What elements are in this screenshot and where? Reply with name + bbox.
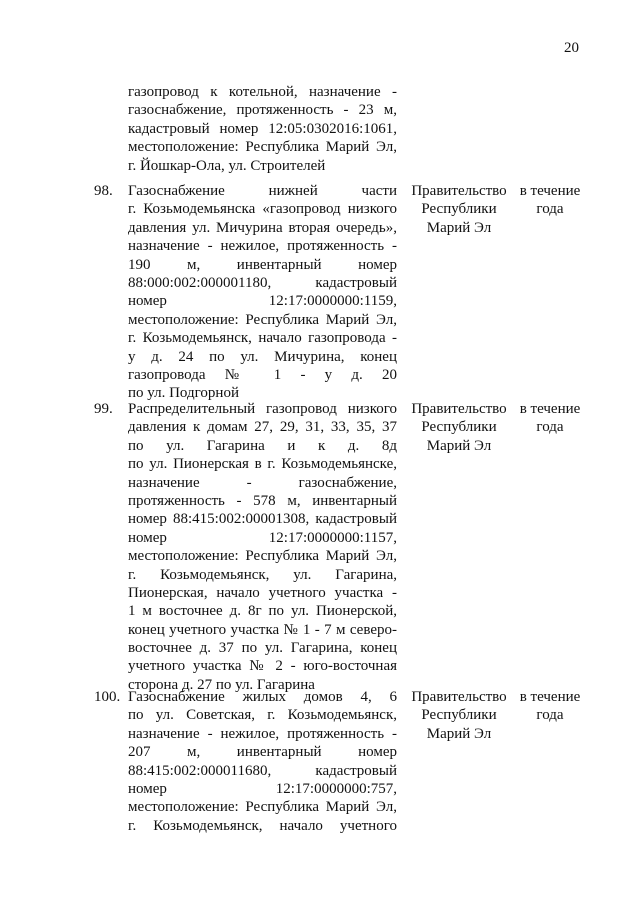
text-line: сторона д. 27 по ул. Гагарина xyxy=(128,676,315,693)
item-number: 98. xyxy=(94,183,113,199)
text-line: местоположение: Республика Марий Эл, xyxy=(128,799,397,816)
text-line: г. Козьмодемьянска «газопровод низкого xyxy=(128,201,397,218)
responsible-line: Правительство xyxy=(411,689,507,705)
text-line: г. Козьмодемьянск, начало учетного xyxy=(128,817,397,834)
text-line: протяженность - 578 м, инвентарный xyxy=(128,492,397,509)
text-line: Распределительный газопровод низкого xyxy=(128,401,397,417)
responsible-cell xyxy=(405,688,513,743)
text-line: 190 м, инвентарный номер xyxy=(128,256,397,273)
text-line: газоснабжение, протяженность - 23 м, xyxy=(128,102,397,119)
responsible-line: Марий Эл xyxy=(426,437,492,454)
responsible-cell xyxy=(405,182,513,237)
page-number: 20 xyxy=(564,40,579,56)
text-line: местоположение: Республика Марий Эл, xyxy=(128,548,397,565)
text-line: восточнее д. 37 по ул. Гагарина, конец xyxy=(128,640,397,657)
responsible-line: Республики xyxy=(421,707,497,724)
text-line: по ул. Пионерская в г. Козьмодемьянске, xyxy=(128,456,397,473)
term-line: года xyxy=(536,707,564,724)
text-line: давления ул. Мичурина вторая очередь», xyxy=(128,219,397,236)
text-line: назначение - нежилое, протяженность - xyxy=(128,725,397,742)
text-line: номер 88:415:002:00001308, кадастровый xyxy=(128,511,397,528)
term-line: года xyxy=(536,419,564,436)
text-line: Пионерская, начало учетного участка - xyxy=(128,584,397,601)
term-cell xyxy=(514,688,586,725)
text-line: г. Козьмодемьянск, начало газопровода - xyxy=(128,330,397,347)
text-line: г. Козьмодемьянск, ул. Гагарина, xyxy=(128,566,397,583)
term-line: в течение xyxy=(519,401,581,417)
continuation-description xyxy=(128,83,397,175)
text-line: Газоснабжение жилых домов 4, 6 xyxy=(128,689,397,705)
text-line: 207 м, инвентарный номер xyxy=(128,744,397,761)
item-number: 100. xyxy=(94,689,121,705)
text-line: учетного участка № 2 - юго-восточная xyxy=(128,658,397,675)
text-line: назначение - нежилое, протяженность - xyxy=(128,238,397,255)
text-line: номер 12:17:0000000:1159, xyxy=(128,293,397,310)
text-line: по ул. Гагарина и к д. 8д xyxy=(128,437,397,454)
text-line: 88:415:002:000011680, кадастровый xyxy=(128,762,397,779)
text-line: местоположение: Республика Марий Эл, xyxy=(128,139,397,156)
text-line: у д. 24 по ул. Мичурина, конец xyxy=(128,348,397,365)
text-line: назначение - газоснабжение, xyxy=(128,474,397,491)
text-line: конец учетного участка № 1 - 7 м северо- xyxy=(128,621,397,638)
term-line: года xyxy=(536,201,564,218)
text-line: давления к домам 27, 29, 31, 33, 35, 37 xyxy=(128,419,397,436)
term-line: в течение xyxy=(519,183,581,199)
item-description xyxy=(128,182,397,403)
item-number: 99. xyxy=(94,401,113,417)
responsible-line: Правительство xyxy=(411,183,507,199)
responsible-line: Республики xyxy=(421,201,497,218)
text-line: газопровода № 1 - у д. 20 xyxy=(128,366,397,383)
text-line: Газоснабжение нижней части xyxy=(128,183,397,199)
text-line: по ул. Подгорной xyxy=(128,385,239,402)
responsible-cell xyxy=(405,400,513,455)
text-line: номер 12:17:0000000:757, xyxy=(128,780,397,797)
text-line: 1 м восточнее д. 8г по ул. Пионерской, xyxy=(128,603,397,620)
responsible-line: Правительство xyxy=(411,401,507,417)
item-description xyxy=(128,400,397,694)
text-line: кадастровый номер 12:05:0302016:1061, xyxy=(128,120,397,137)
text-line: номер 12:17:0000000:1157, xyxy=(128,529,397,546)
responsible-line: Марий Эл xyxy=(426,725,492,742)
responsible-line: Марий Эл xyxy=(426,219,492,236)
text-line: 88:000:002:000001180, кадастровый xyxy=(128,274,397,291)
responsible-line: Республики xyxy=(421,419,497,436)
text-line: местоположение: Республика Марий Эл, xyxy=(128,311,397,328)
text-line: по ул. Советская, г. Козьмодемьянск, xyxy=(128,707,397,724)
term-cell xyxy=(514,400,586,437)
term-line: в течение xyxy=(519,689,581,705)
item-description xyxy=(128,688,397,835)
text-line: газопровод к котельной, назначение - xyxy=(128,84,397,100)
term-cell xyxy=(514,182,586,219)
text-line: г. Йошкар-Ола, ул. Строителей xyxy=(128,157,326,174)
